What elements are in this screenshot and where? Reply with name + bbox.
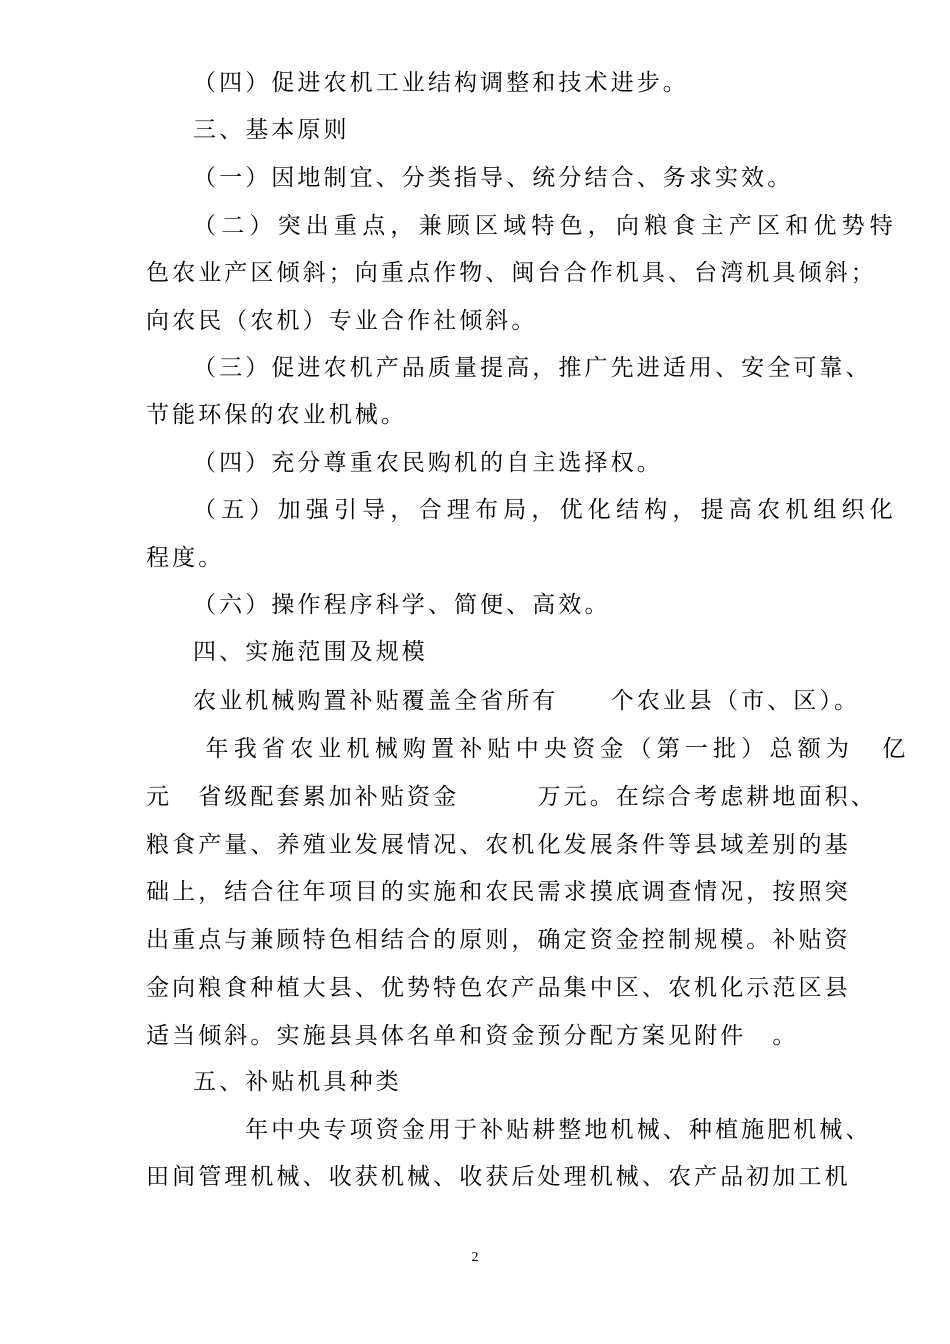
text-line-16: 元 省级配套累加补贴资金 万元。在综合考虑耕地面积、 (146, 784, 877, 810)
text-line-4: （二）突出重点，兼顾区域特色，向粮食主产区和优势特 (193, 213, 898, 239)
text-line-1: （四）促进农机工业结构调整和技术进步。 (193, 70, 689, 96)
text-line-19: 出重点与兼顾特色相结合的原则，确定资金控制规模。补贴资 (146, 927, 851, 953)
page-number: 2 (471, 1250, 479, 1265)
text-line-20: 金向粮食种植大县、优势特色农产品集中区、农机化示范区县 (146, 975, 851, 1001)
text-line-6: 向农民（农机）专业合作社倾斜。 (146, 308, 538, 334)
text-line-14: 农业机械购置补贴覆盖全省所有 个农业县（市、区）。 (193, 688, 861, 714)
text-line-12: （六）操作程序科学、简便、高效。 (193, 592, 611, 618)
section-heading-4: 四、实施范围及规模 (193, 639, 428, 665)
text-line-21: 适当倾斜。实施县具体名单和资金预分配方案见附件 。 (146, 1023, 799, 1049)
text-line-17: 粮食产量、养殖业发展情况、农机化发展条件等县域差别的基 (146, 832, 851, 858)
text-line-23: 年中央专项资金用于补贴耕整地机械、种植施肥机械、 (193, 1117, 872, 1143)
text-line-18: 础上，结合往年项目的实施和农民需求摸底调查情况，按照突 (146, 879, 851, 905)
text-line-15: 年我省农业机械购置补贴中央资金（第一批）总额为 亿 (193, 736, 911, 762)
section-heading-5: 五、补贴机具种类 (193, 1069, 402, 1095)
text-line-10: （五）加强引导，合理布局，优化结构，提高农机组织化 (193, 497, 898, 523)
text-line-24: 田间管理机械、收获机械、收获后处理机械、农产品初加工机 (146, 1164, 851, 1190)
text-line-9: （四）充分尊重农民购机的自主选择权。 (193, 450, 663, 476)
text-line-7: （三）促进农机产品质量提高，推广先进适用、安全可靠、 (193, 355, 872, 381)
text-line-5: 色农业产区倾斜；向重点作物、闽台合作机具、台湾机具倾斜； (146, 260, 877, 286)
text-line-8: 节能环保的农业机械。 (146, 402, 407, 428)
section-heading-3: 三、基本原则 (193, 117, 350, 143)
text-line-11: 程度。 (146, 545, 225, 571)
text-line-3: （一）因地制宜、分类指导、统分结合、务求实效。 (193, 165, 794, 191)
